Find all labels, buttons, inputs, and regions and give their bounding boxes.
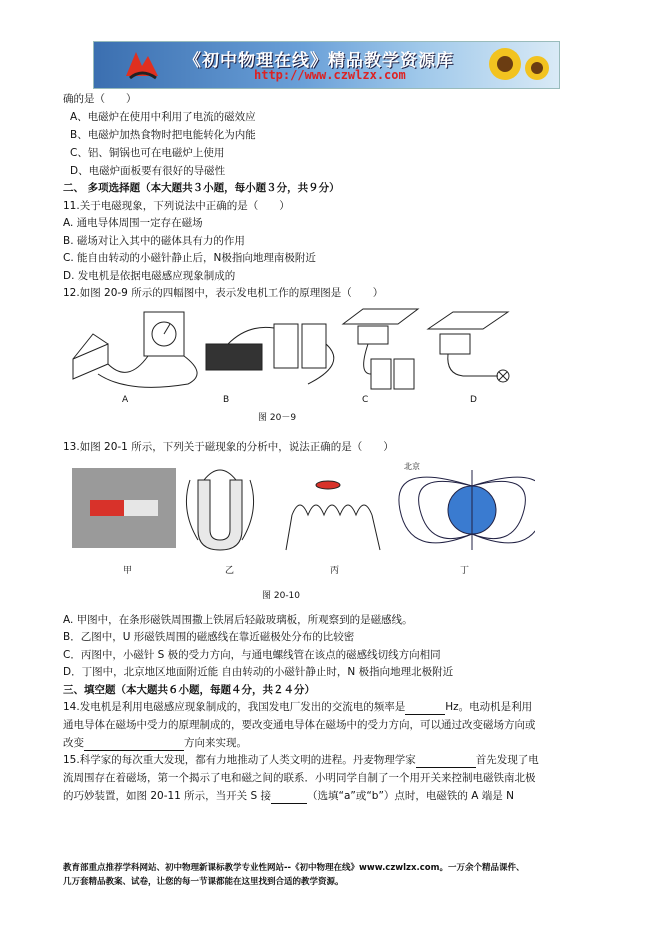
q15-blank-switch[interactable]: [271, 789, 307, 804]
fig-b-motor-battery: [206, 324, 334, 384]
q11-option-c: C. 能自由转动的小磁针静止后，N极指向地理南极附近: [63, 252, 316, 264]
section2-heading: 二、 多项选择题（本大题共３小题，每小题３分，共９分）: [63, 182, 340, 194]
q10-option-b: B、电磁炉加热食物时把电能转化为内能: [70, 129, 256, 141]
logo-icon: [122, 46, 162, 84]
fig-20-9-label-a: A: [122, 395, 129, 405]
figure-20-10: [70, 460, 535, 560]
q10-option-c: C、铝、铜锅也可在电磁炉上使用: [70, 147, 225, 159]
q14-line3: [63, 736, 247, 751]
q14-text-4: 改变: [63, 737, 84, 749]
q15-blank-scientist[interactable]: [416, 753, 476, 768]
q14-blank-frequency[interactable]: [405, 700, 445, 715]
fig-ding-earth-field: [399, 470, 535, 550]
q14-line1: [63, 700, 532, 715]
q15-text-1: 15.科学家的每次重大发现，都有力地推动了人类文明的进程。丹麦物理学家: [63, 754, 416, 766]
q15-line1: [63, 753, 539, 768]
header-title: 《初中物理在线》精品教学资源库: [184, 51, 454, 71]
footer-line-1: 教育部重点推荐学科网站、初中物理新课标教学专业性网站--《初中物理在线》www.czwlzx.com。一万余个精品课件、: [63, 863, 525, 873]
fig-a-magnet-galvanometer: [73, 312, 197, 387]
fig-20-10-label-ding: 丁: [460, 566, 470, 576]
q14-text-1: 14.发电机是利用电磁感应现象制成的，我国发电厂发出的交流电的频率是: [63, 701, 406, 713]
q13-option-a: A. 甲图中，在条形磁铁周围撒上铁屑后轻敲玻璃板，所观察到的是磁感线。: [63, 614, 413, 626]
q13-option-d: D．丁图中，北京地区地面附近能 自由转动的小磁针静止时，N 极指向地理北极附近: [63, 666, 454, 678]
fig-jia-bar-magnet-filings: [72, 468, 176, 548]
q15-text-5: （选填“a”或“b”）点时，电磁铁的 A 端是 N: [307, 790, 514, 802]
fig-20-10-label-bing: 丙: [330, 566, 340, 576]
fig-20-10-label-jia: 甲: [123, 566, 133, 576]
fig-yi-u-magnet: [186, 470, 253, 550]
header-banner: [93, 41, 560, 89]
fig-20-10-caption: 图 20-10: [262, 591, 301, 601]
q15-text-2: 首先发现了电: [475, 754, 539, 766]
fig-20-10-label-yi: 乙: [225, 566, 235, 576]
q11-option-a: A. 通电导体周围一定存在磁场: [63, 217, 203, 229]
q10-option-a: A、电磁炉在使用中利用了电流的磁效应: [70, 111, 256, 123]
q11-option-d: D. 发电机是依据电磁感应现象制成的: [63, 270, 236, 282]
section3-heading: 三、填空题（本大题共６小题，每题４分，共２４分）: [63, 684, 315, 696]
fig-c-coil-battery: [343, 309, 418, 389]
fig-20-9-label-c: C: [362, 395, 369, 405]
footer-line-2: 几万套精品教案、试卷，让您的每一节课都能在这里找到合适的教学资源。: [63, 877, 344, 887]
q10-tail: 确的是（ ）: [63, 93, 137, 105]
fig-20-9-label-d: D: [470, 395, 477, 405]
q14-blank-current[interactable]: [84, 736, 184, 751]
beijing-label: 北京: [404, 462, 420, 471]
sunflower-icon: [483, 44, 553, 86]
q14-text-2: Hz。电动机是利用: [445, 701, 533, 713]
fig-20-9-caption: 图 20－9: [258, 413, 297, 423]
q10-option-d: D、电磁炉面板要有很好的导磁性: [70, 165, 226, 177]
q11-option-b: B. 磁场对让入其中的磁体具有力的作用: [63, 235, 245, 247]
q12-stem: 12.如图 20-9 所示的四幅图中，表示发电机工作的原理图是（ ）: [63, 287, 384, 299]
q11-stem: 11.关于电磁现象，下列说法中正确的是（ ）: [63, 200, 290, 212]
header-url[interactable]: http://www.czwlzx.com: [254, 68, 406, 82]
figure-20-9: [68, 304, 523, 404]
q13-option-c: C．丙图中，小磁针 S 极的受力方向，与通电螺线管在该点的磁感线切线方向相同: [63, 649, 441, 661]
q15-line3: [63, 789, 514, 804]
q15-text-4: 的巧妙装置，如图 20-11 所示，当开关 S 接: [63, 790, 272, 802]
fig-d-coil-lamp: [428, 312, 509, 382]
fig-bing-solenoid: [286, 481, 380, 550]
q13-stem: 13.如图 20-1 所示，下列关于磁现象的分析中，说法正确的是（ ）: [63, 441, 394, 453]
q14-text-3: 通电导体在磁场中受力的原理制成的，要改变通电导体在磁场中的受力方向，可以通过改变磁场方向或: [63, 719, 536, 731]
fig-20-9-label-b: B: [223, 395, 230, 405]
q14-text-5: 方向来实现。: [184, 737, 247, 749]
q15-text-3: 流周围存在着磁场，第一个揭示了电和磁之间的联系．小明同学自制了一个用开关来控制电磁铁南北极: [63, 772, 536, 784]
q13-option-b: B．乙图中，U 形磁铁周围的磁感线在靠近磁极处分布的比较密: [63, 631, 355, 643]
